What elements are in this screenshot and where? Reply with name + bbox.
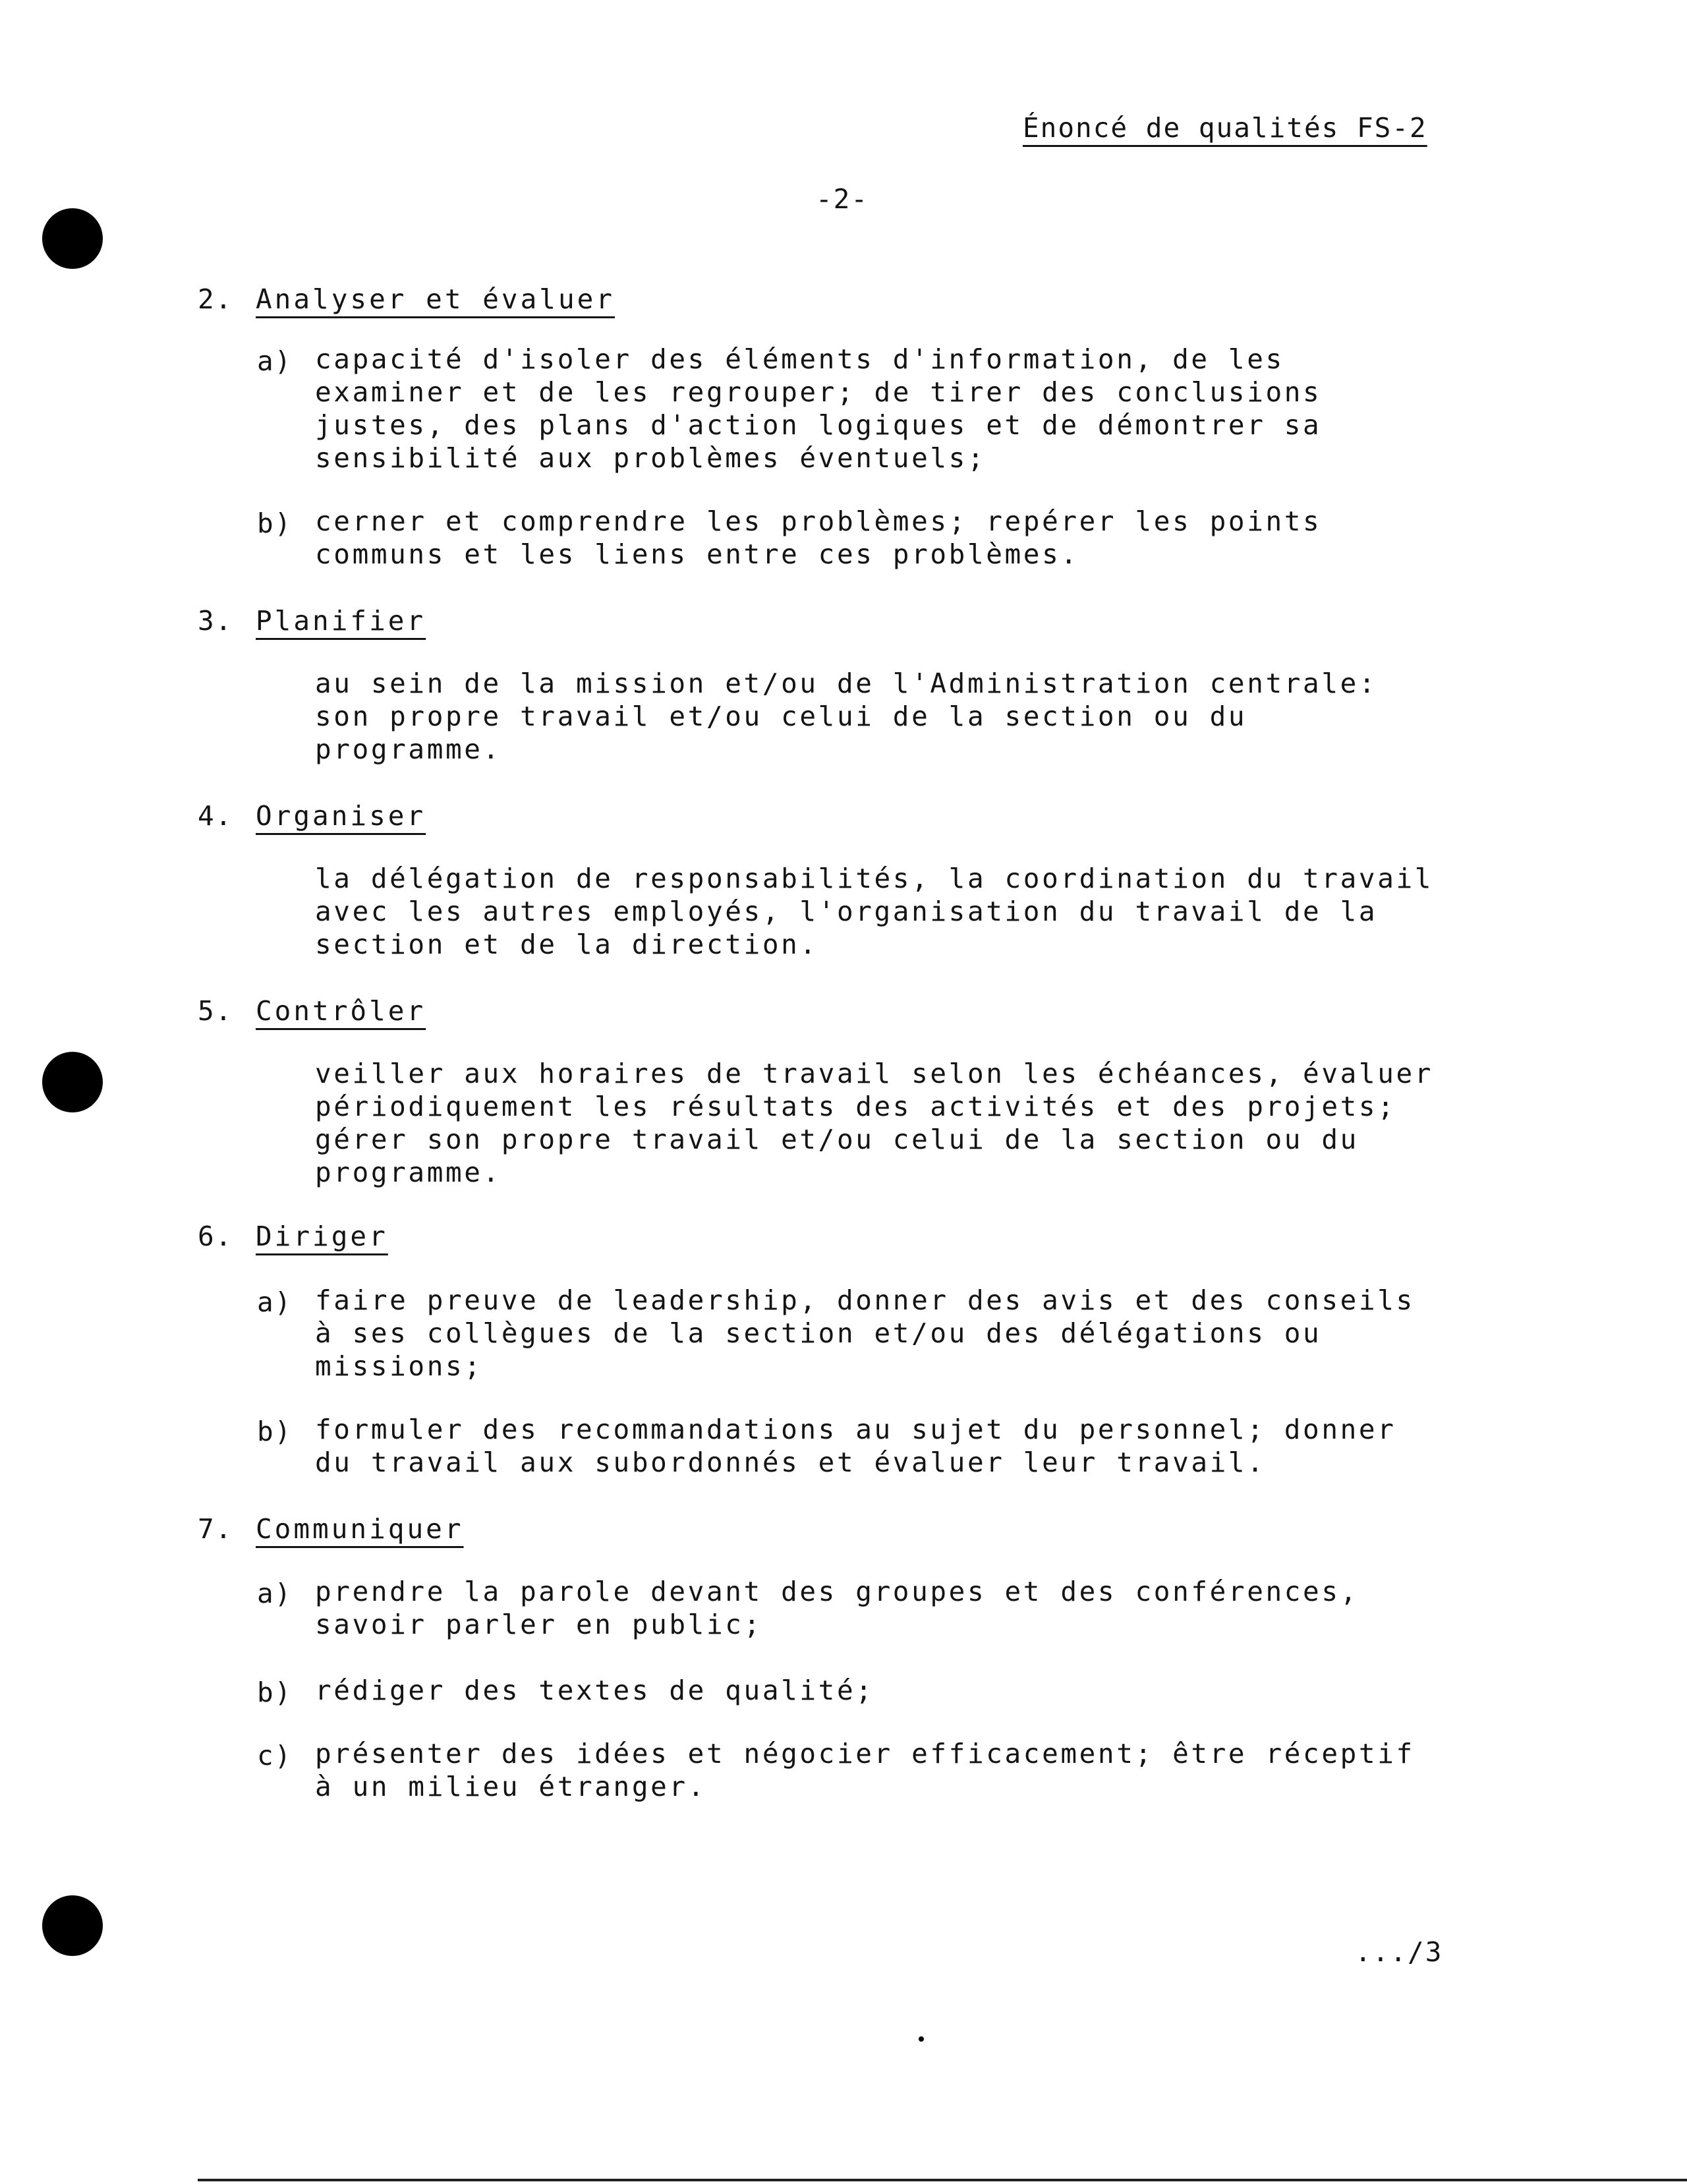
section-number: 4. bbox=[198, 800, 233, 832]
section-title: Planifier bbox=[256, 605, 426, 637]
item-label: b) bbox=[257, 1677, 293, 1708]
item-label: b) bbox=[257, 507, 293, 539]
scan-speck bbox=[919, 2036, 924, 2042]
section-title: Communiquer bbox=[256, 1513, 464, 1545]
section-number: 3. bbox=[198, 605, 233, 637]
section-number: 2. bbox=[198, 283, 233, 315]
item-label: c) bbox=[257, 1740, 293, 1771]
item-label: a) bbox=[257, 1578, 293, 1609]
item-label: b) bbox=[257, 1416, 293, 1447]
section-title: Diriger bbox=[256, 1221, 388, 1252]
item-text: prendre la parole devant des groupes et des conférences, savoir parler en public; bbox=[315, 1576, 1359, 1640]
section-title: Analyser et évaluer bbox=[256, 283, 615, 315]
item-text: capacité d'isoler des éléments d'information, de les examiner et de les regrouper; de tirer des conclusions justes, des plans d'action logiques et de démontrer sa sensibilité aux problèmes éventuels; bbox=[315, 343, 1322, 474]
item-label: a) bbox=[257, 1286, 293, 1318]
section-text: au sein de la mission et/ou de l'Administration centrale: son propre travail et/ou celui de la section ou du programme. bbox=[315, 668, 1378, 765]
item-label: a) bbox=[257, 345, 293, 377]
item-text: rédiger des textes de qualité; bbox=[315, 1675, 874, 1706]
item-text: présenter des idées et négocier efficacement; être réceptif à un milieu étranger. bbox=[315, 1738, 1415, 1802]
item-text: cerner et comprendre les problèmes; repérer les points communs et les liens entre ces problèmes. bbox=[315, 505, 1322, 570]
section-number: 5. bbox=[198, 995, 233, 1027]
continuation-marker: .../3 bbox=[1355, 1936, 1443, 1968]
section-number: 7. bbox=[198, 1513, 233, 1545]
binder-hole-middle bbox=[42, 1052, 103, 1112]
binder-hole-top bbox=[42, 208, 103, 269]
item-text: formuler des recommandations au sujet du personnel; donner du travail aux subordonnés et évaluer leur travail. bbox=[315, 1414, 1396, 1478]
section-number: 6. bbox=[198, 1221, 233, 1252]
section-text: la délégation de responsabilités, la coordination du travail avec les autres employés, l'organisation du travail de la section et de la direction. bbox=[315, 863, 1434, 960]
section-title: Organiser bbox=[256, 800, 426, 832]
item-text: faire preuve de leadership, donner des avis et des conseils à ses collègues de la section et/ou des délégations ou missions; bbox=[315, 1284, 1415, 1382]
section-title: Contrôler bbox=[256, 995, 426, 1027]
section-text: veiller aux horaires de travail selon les échéances, évaluer périodiquement les résultats des activités et des projets; gérer son propre travail et/ou celui de la section ou du programme. bbox=[315, 1058, 1434, 1188]
page-edge-rule bbox=[198, 2179, 1687, 2181]
document-title: Énoncé de qualités FS-2 bbox=[1023, 112, 1427, 144]
page-number: -2- bbox=[816, 183, 869, 215]
binder-hole-bottom bbox=[42, 1895, 103, 1956]
